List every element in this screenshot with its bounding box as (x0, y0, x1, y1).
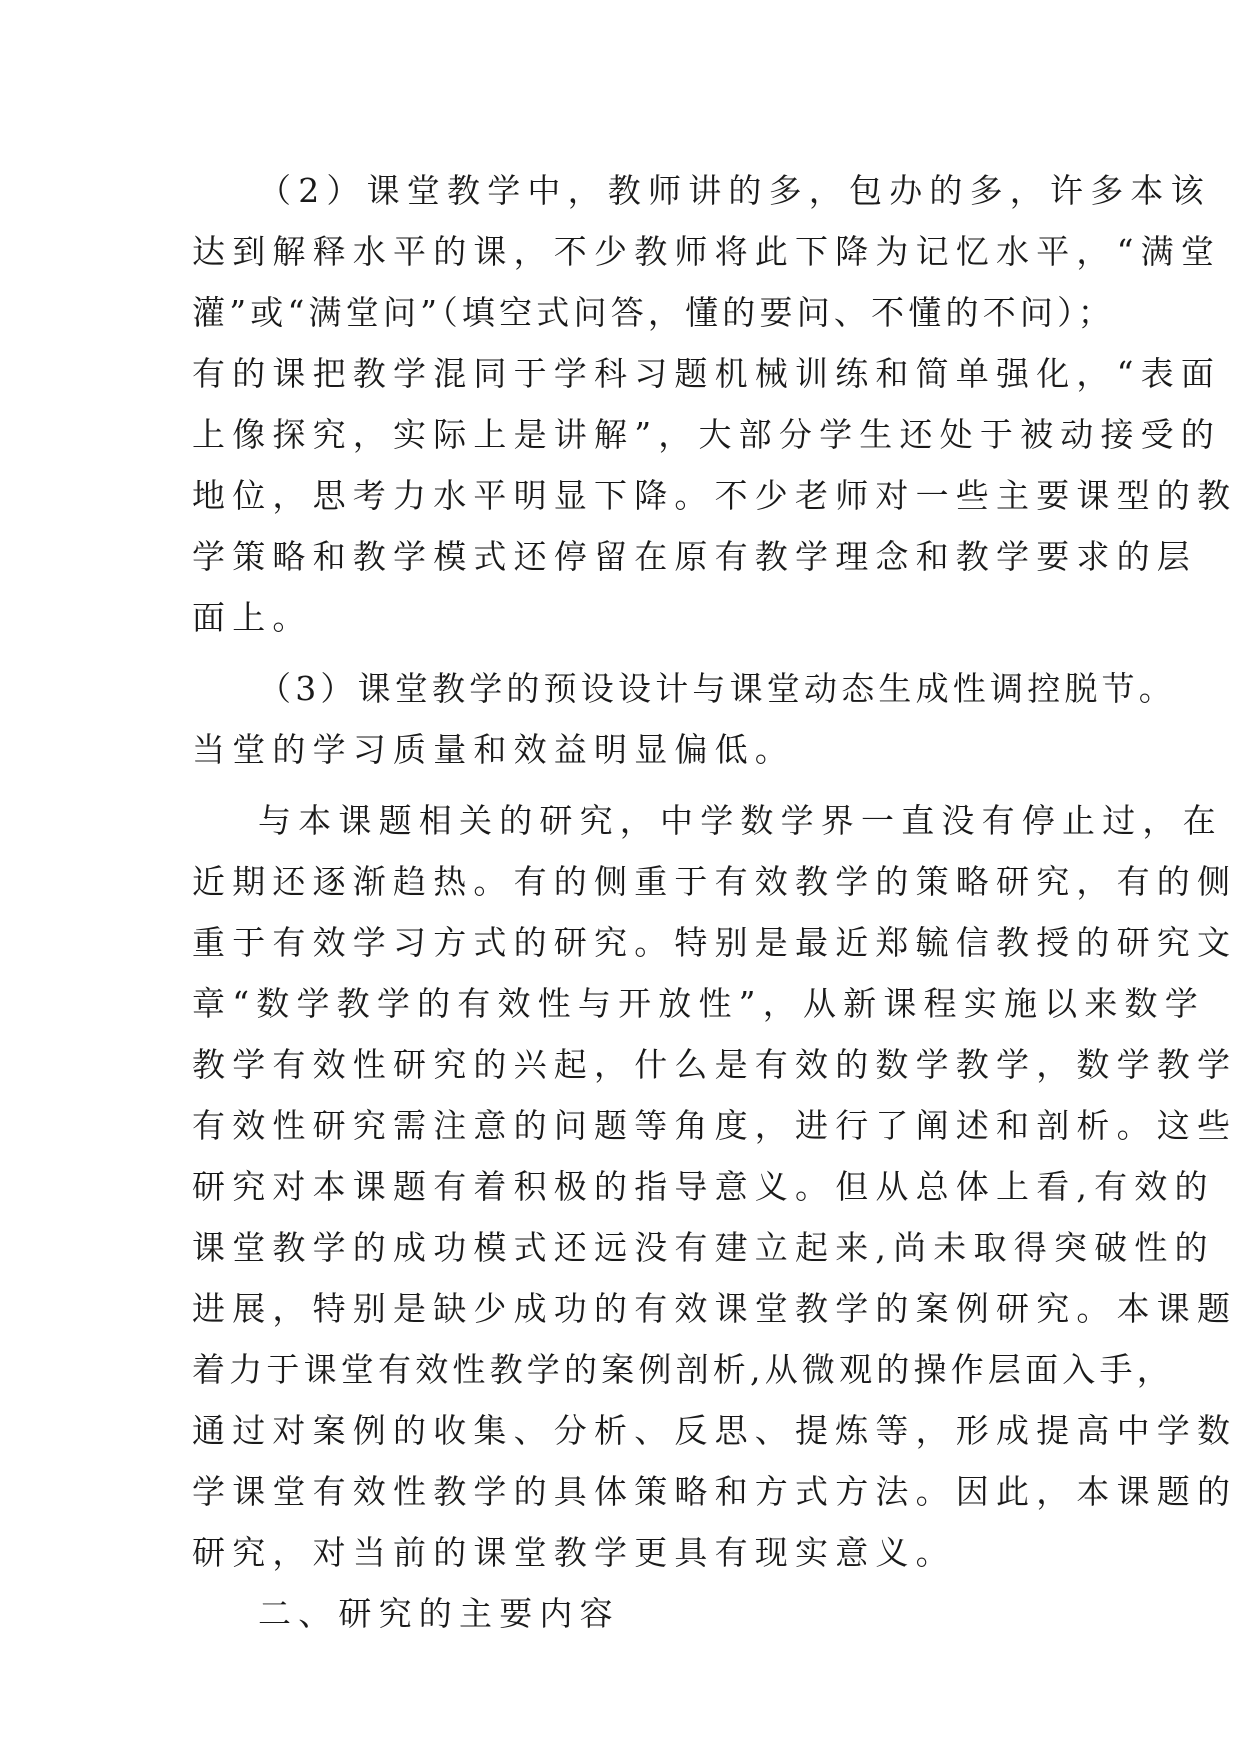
text-line: 通过对案例的收集、分析、反思、提炼等，形成提高中学数 (192, 1411, 1238, 1450)
text-line: 达到解释水平的课，不少教师将此下降为记忆水平，“满堂 (192, 232, 1222, 271)
text-line: （3）课堂教学的预设设计与课堂动态生成性调控脱节。 (258, 669, 1176, 708)
text-line: 研究，对当前的课堂教学更具有现实意义。 (192, 1533, 956, 1572)
text-line: 地位，思考力水平明显下降。不少老师对一些主要课型的教 (192, 476, 1238, 515)
text-line: 教学有效性研究的兴起，什么是有效的数学教学，数学教学 (192, 1045, 1238, 1084)
paragraph-preset-design (192, 658, 1176, 780)
text-line: 面上。 (192, 598, 313, 637)
text-line: 灌”或“满堂问”（填空式问答，懂的要问、不懂的不问）； (192, 293, 1116, 332)
text-line: 着力于课堂有效性教学的案例剖析,从微观的操作层面入手， (192, 1350, 1174, 1389)
text-line: 章“数学教学的有效性与开放性”，从新课程实施以来数学 (192, 984, 1205, 1023)
text-line: 与本课题相关的研究，中学数学界一直没有停止过，在 (258, 801, 1223, 840)
text-line: 当堂的学习质量和效益明显偏低。 (192, 730, 795, 769)
text-line: 课堂教学的成功模式还远没有建立起来,尚未取得突破性的 (192, 1228, 1215, 1267)
text-line: 进展，特别是缺少成功的有效课堂教学的案例研究。本课题 (192, 1289, 1238, 1328)
paragraph-classroom-issues (192, 160, 1238, 648)
text-line: 有的课把教学混同于学科习题机械训练和简单强化，“表面 (192, 354, 1222, 393)
section-heading: 二、研究的主要内容 (258, 1594, 620, 1633)
document-body (192, 160, 1238, 1644)
text-line: （2）课堂教学中，教师讲的多，包办的多，许多本该 (258, 171, 1211, 210)
text-line: 重于有效学习方式的研究。特别是最近郑毓信教授的研究文 (192, 923, 1238, 962)
text-line: 学策略和教学模式还停留在原有教学理念和教学要求的层 (192, 537, 1197, 576)
text-line: 学课堂有效性教学的具体策略和方式方法。因此，本课题的 (192, 1472, 1238, 1511)
text-line: 研究对本课题有着积极的指导意义。但从总体上看,有效的 (192, 1167, 1215, 1206)
text-line: 上像探究，实际上是讲解”，大部分学生还处于被动接受的 (192, 415, 1222, 454)
paragraph-related-research (192, 790, 1238, 1583)
text-line: 近期还逐渐趋热。有的侧重于有效教学的策略研究，有的侧 (192, 862, 1238, 901)
text-line: 有效性研究需注意的问题等角度，进行了阐述和剖析。这些 (192, 1106, 1238, 1145)
